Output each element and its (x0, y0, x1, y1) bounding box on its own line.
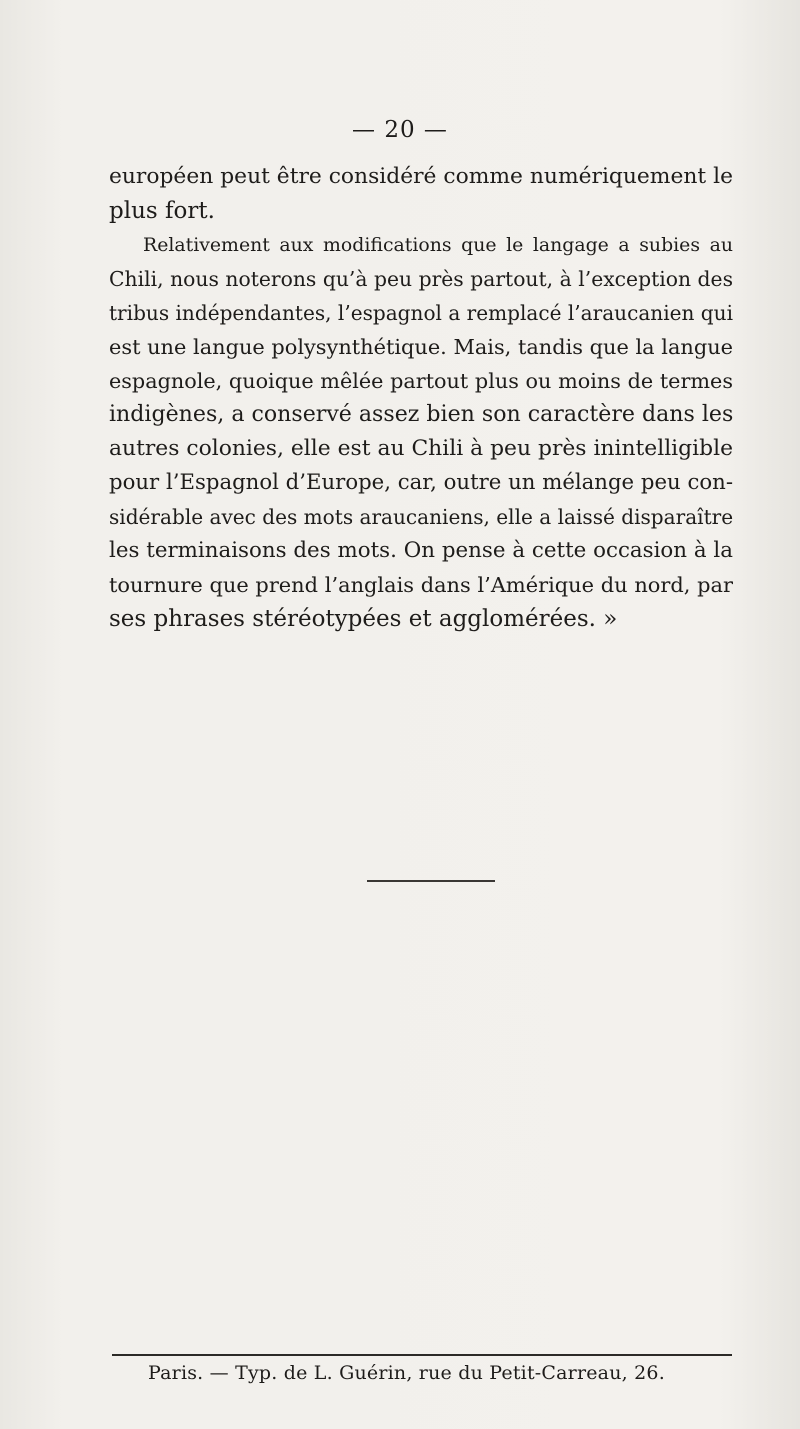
text-line: sidérable avec des mots araucaniens, elle a laissé disparaître (109, 505, 734, 529)
text-line: européen peut être considéré comme numériquement le (109, 164, 733, 189)
page-number: — 20 — (352, 117, 448, 143)
section-divider (367, 880, 495, 882)
text-line: tribus indépendantes, l’espagnol a remplacé l’araucanien qui (109, 301, 733, 325)
text-line: tournure que prend l’anglais dans l’Amérique du nord, par (109, 573, 733, 597)
text-line: les terminaisons des mots. On pense à cette occasion à la (109, 538, 733, 563)
text-line: ses phrases stéréotypées et agglomérées. » (109, 606, 618, 632)
text-line: plus fort. (109, 198, 215, 224)
text-line: Relativement aux modifications que le langage a subies au (143, 234, 733, 256)
text-line: pour l’Espagnol d’Europe, car, outre un mélange peu con- (109, 470, 733, 495)
body-text (109, 160, 733, 636)
text-line: Chili, nous noterons qu’à peu près partout, à l’exception des (109, 267, 733, 291)
text-line: est une langue polysynthétique. Mais, tandis que la langue (109, 335, 733, 359)
text-line: espagnole, quoique mêlée partout plus ou moins de termes (109, 369, 733, 393)
text-line: autres colonies, elle est au Chili à peu près inintelligible (109, 436, 733, 461)
text-line: indigènes, a conservé assez bien son caractère dans les (109, 402, 734, 427)
footer-rule (112, 1354, 732, 1356)
printer-imprint: Paris. — Typ. de L. Guérin, rue du Petit-Carreau, 26. (148, 1362, 665, 1384)
